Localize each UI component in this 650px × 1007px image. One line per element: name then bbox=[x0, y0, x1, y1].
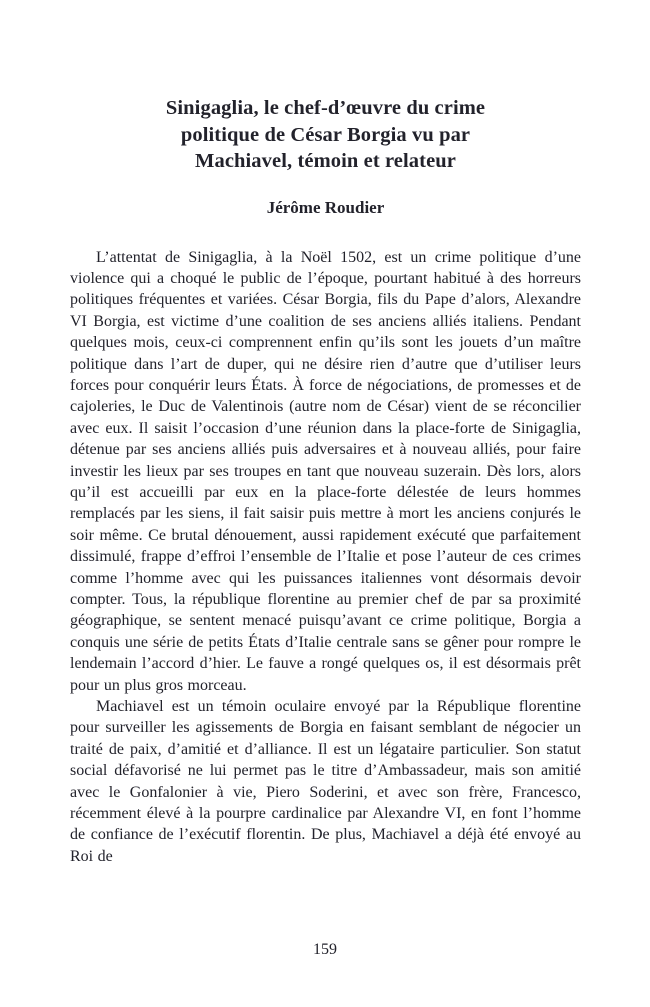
article-body bbox=[70, 247, 581, 868]
title-line-3: Machiavel, témoin et relateur bbox=[195, 150, 456, 172]
title-line-2: politique de César Borgia vu par bbox=[180, 123, 471, 146]
title-line-1: Sinigaglia, le chef-d’œuvre du crime bbox=[165, 97, 486, 119]
paragraph-1: L’attentat de Sinigaglia, à la Noël 1502, est un crime politique d’une violence qui a choqué le public de l’époque, pourtant habitué à des horreurs politiques fréquentes et variées. César Borgia, fils du Pape d’alors, Alexandre VI Borgia, est victime d’une coalition de ses anciens alliés italiens. Pendant quelques mois, ceux-ci comprennent enfin qu’ils sont les jouets d’un maître politique dans l’art de duper, qui ne désire rien d’autre que d’utiliser leurs forces pour conquérir leurs États. À force de négociations, de promesses et de cajoleries, le Duc de Valentinois (autre nom de César) vient de se réconcilier avec eux. Il saisit l’occasion d’une réunion dans la place-forte de Sinigaglia, détenue par ses anciens alliés puis adversaires et à nouveau alliés, pour faire investir les lieux par ses troupes en tant que nouveau suzerain. Dès lors, alors qu’il est accueilli par eux en la place-forte délestée de leurs hommes remplacés par les siens, il fait saisir puis mettre à mort les anciens conjurés le soir même. Ce brutal dénouement, aussi rapidement exécuté que parfaitement dissimulé, frappe d’effroi l’ensemble de l’Italie et pose l’auteur de ces crimes comme l’homme avec qui les puissances italiennes vont désormais devoir compter. Tous, la république florentine au premier chef de par sa proximité géographique, se sentent menacé puisqu’avant ce crime politique, Borgia a conquis une série de petits États d’Italie centrale sans se gêner pour rompre le lendemain l’accord d’hier. Le fauve a rongé quelques os, il est désormais prêt pour un plus gros morceau. bbox=[70, 248, 581, 694]
page-number: 159 bbox=[313, 941, 337, 958]
article-title bbox=[70, 95, 581, 175]
paragraph-2: Machiavel est un témoin oculaire envoyé par la République florentine pour surveiller les agissements de Borgia en faisant semblant de négocier un traité de paix, d’amitié et d’alliance. Il est un légataire particulier. Son statut social défavorisé ne lui permet pas le titre d’Ambassadeur, mais son amitié avec le Gonfalonier à vie, Piero Soderini, et avec son frère, Francesco, récemment élevé à la pourpre cardinalice par Alexandre VI, en font l’homme de confiance de l’exécutif florentin. De plus, Machiavel a déjà été envoyé au Roi de bbox=[70, 698, 581, 865]
author-name: Jérôme Roudier bbox=[266, 197, 385, 217]
